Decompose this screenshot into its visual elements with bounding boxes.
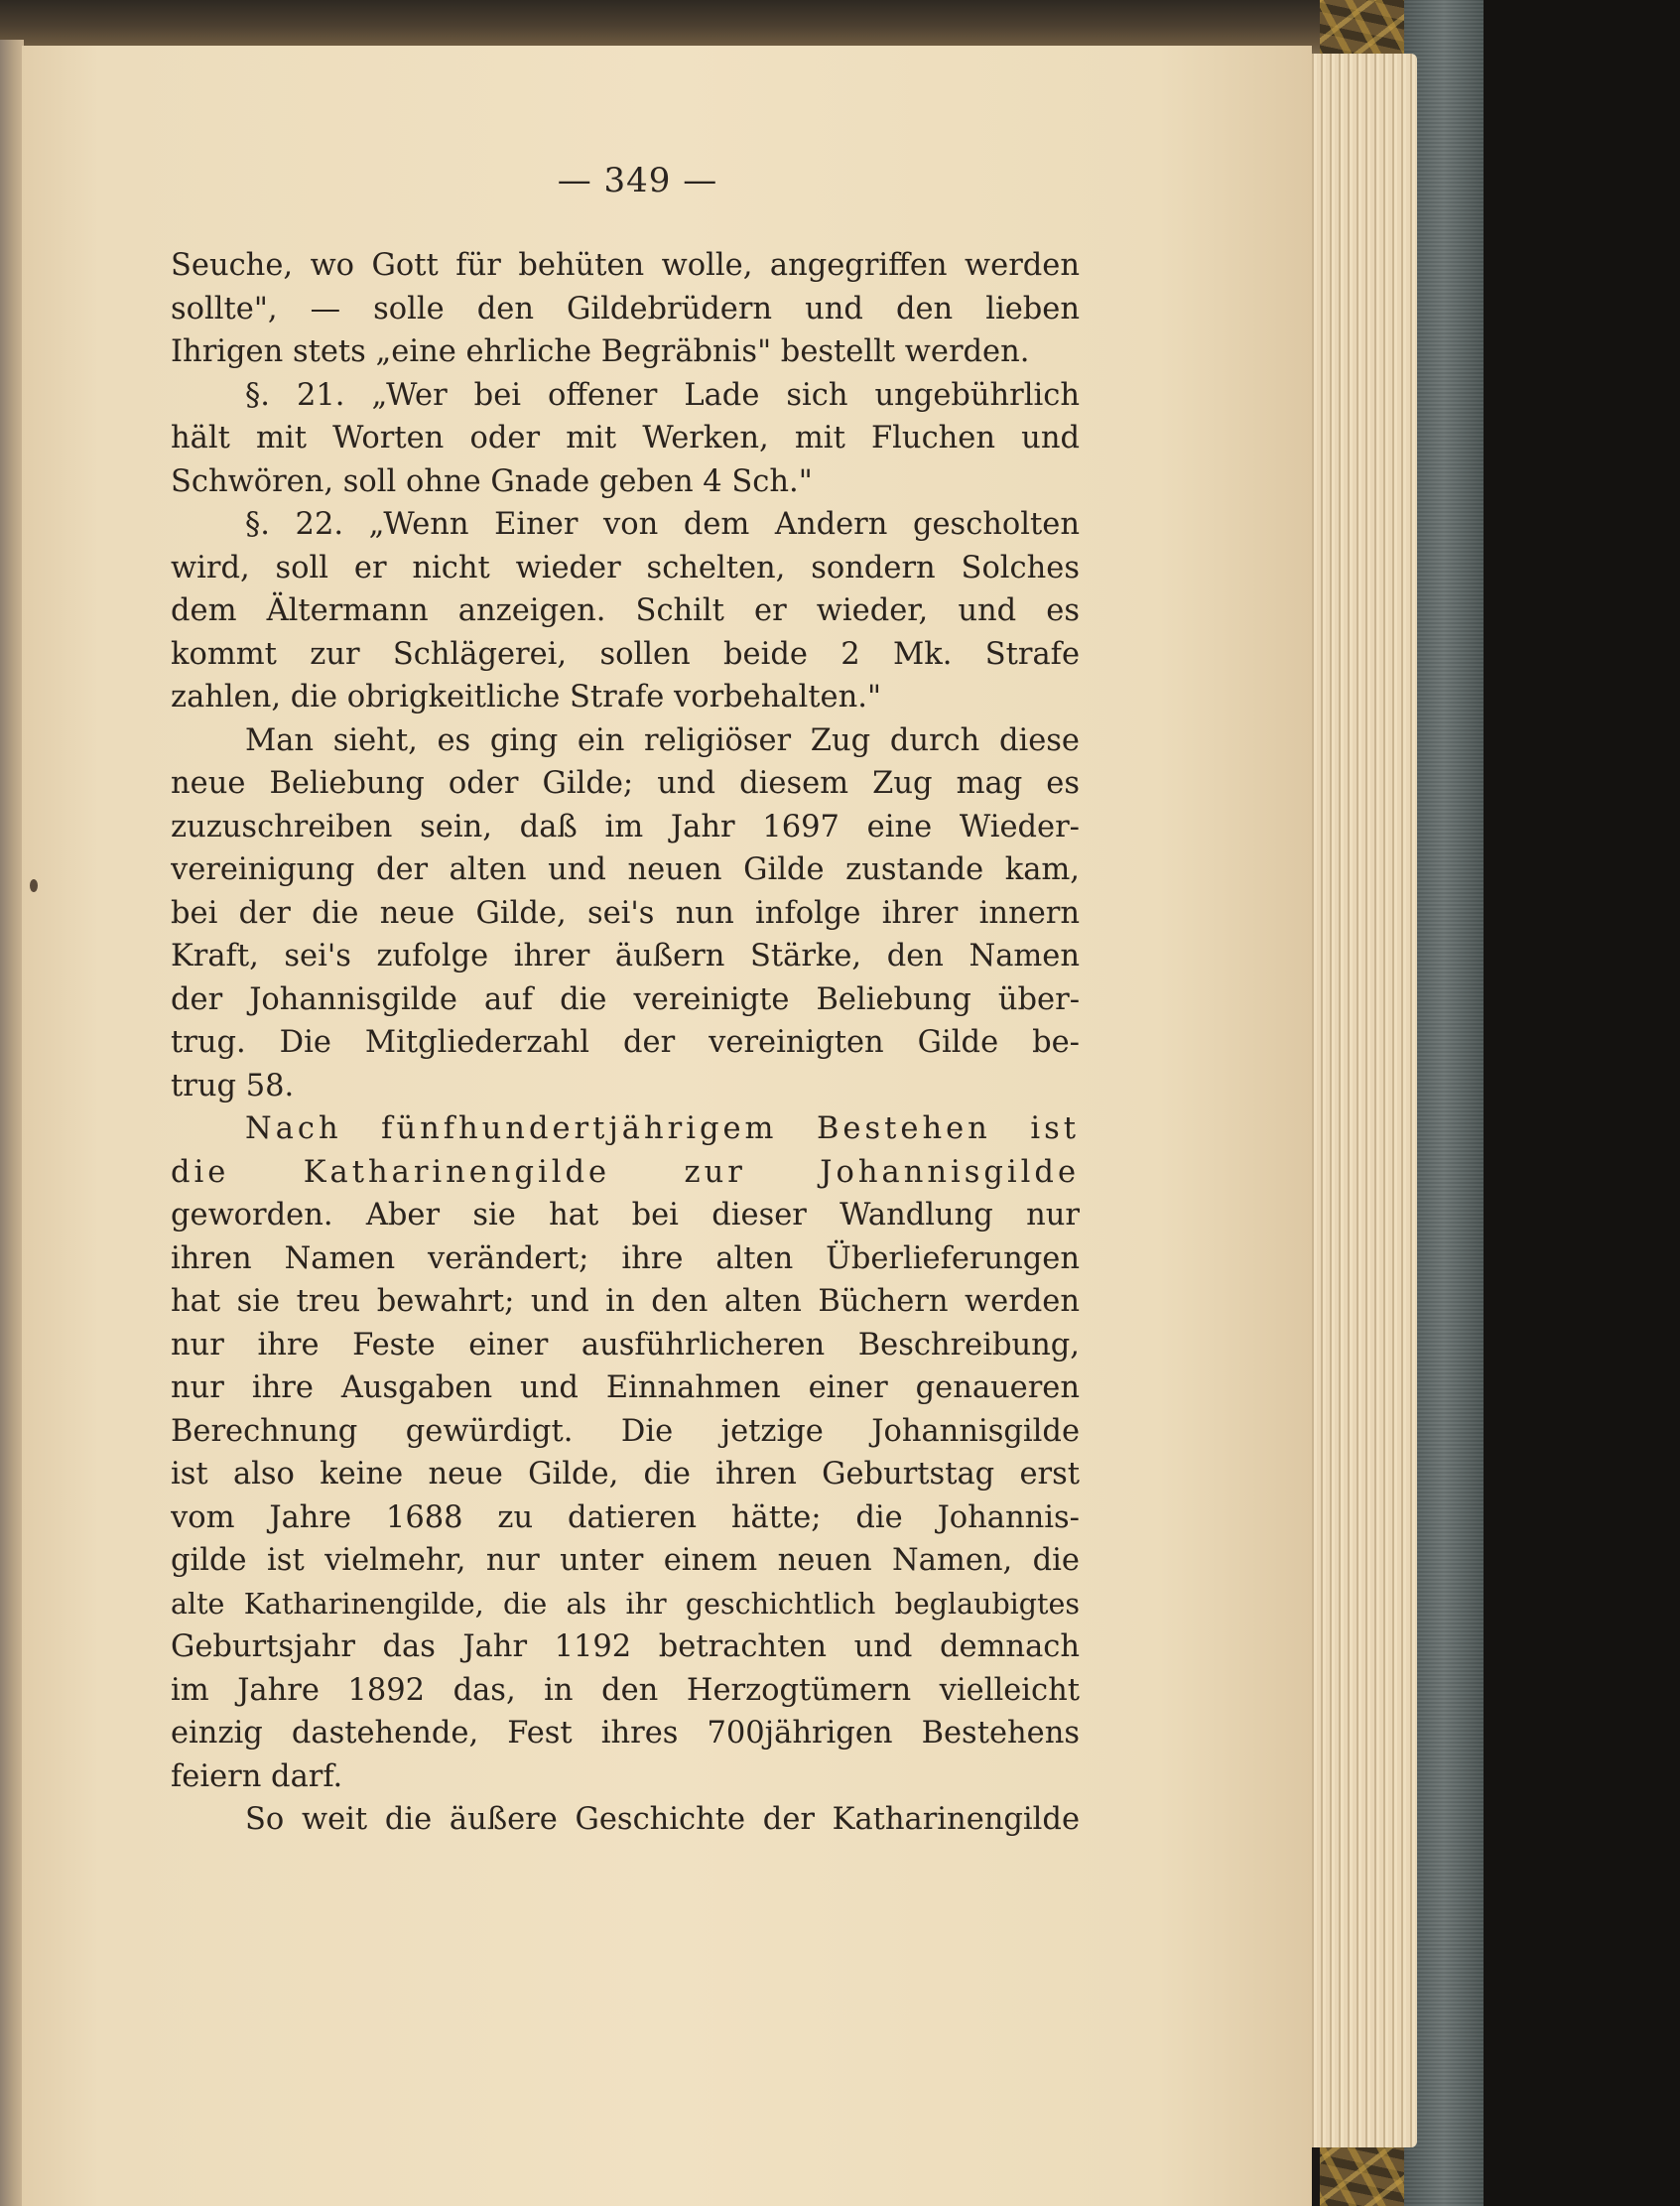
text-line: Man sieht, es ging ein religiöser Zug durch diese: [245, 722, 1080, 758]
text-line: Seuche, wo Gott für behüten wolle, angegriffen werden: [171, 248, 1080, 283]
text-line: neue Beliebung oder Gilde; und diesem Zug mag es: [171, 766, 1080, 801]
text-line: der Johannisgilde auf die vereinigte Beliebung über-: [171, 981, 1080, 1017]
text-line: gilde ist vielmehr, nur unter einem neuen Namen, die: [171, 1543, 1080, 1578]
text-line: Geburtsjahr das Jahr 1192 betrachten und demnach: [171, 1629, 1080, 1664]
text-line: kommt zur Schlägerei, sollen beide 2 Mk. Strafe: [171, 636, 1080, 672]
text-line: §. 22. „Wenn Einer von dem Andern gescholten: [245, 507, 1080, 542]
text-line: wird, soll er nicht wieder schelten, sondern Solches: [171, 550, 1080, 585]
text-line: nur ihre Ausgaben und Einnahmen einer genaueren: [171, 1370, 1080, 1405]
text-line: hält mit Worten oder mit Werken, mit Fluchen und: [171, 421, 1080, 455]
text-line: Berechnung gewürdigt. Die jetzige Johannisgilde: [171, 1413, 1080, 1449]
text-line: alte Katharinengilde, die als ihr geschichtlich beglaubigtes: [171, 1587, 1080, 1621]
text-line: bei der die neue Gilde, sei's nun infolge ihrer innern: [171, 895, 1080, 931]
text-line: §. 21. „Wer bei offener Lade sich ungebührlich: [245, 377, 1080, 413]
text-line: im Jahre 1892 das, in den Herzogtümern vielleicht: [171, 1672, 1080, 1708]
text-line: dem Ältermann anzeigen. Schilt er wieder, und es: [171, 593, 1080, 628]
text-line: geworden. Aber sie hat bei dieser Wandlung nur: [171, 1198, 1080, 1233]
text-line: einzig dastehende, Fest ihres 700jährigen Bestehens: [171, 1716, 1080, 1751]
text-line: vereinigung der alten und neuen Gilde zustande kam,: [171, 852, 1080, 887]
page-edges: [1308, 54, 1417, 2147]
body-text: [171, 244, 1080, 1842]
text-line: nur ihre Feste einer ausführlicheren Beschreibung,: [171, 1327, 1080, 1363]
text-line: vom Jahre 1688 zu datieren hätte; die Johannis-: [171, 1499, 1080, 1535]
text-line: Kraft, sei's zufolge ihrer äußern Stärke, den Namen: [171, 939, 1080, 973]
text-line: zuzuschreiben sein, daß im Jahr 1697 eine Wieder-: [171, 809, 1080, 844]
text-line: trug 58.: [171, 1068, 295, 1103]
page-number: — 349 —: [557, 161, 718, 200]
text-line: hat sie treu bewahrt; und in den alten Büchern werden: [171, 1284, 1080, 1319]
text-line: ist also keine neue Gilde, die ihren Geburtstag erst: [171, 1457, 1080, 1492]
ink-speck: [30, 879, 38, 892]
text-line: die Katharinengilde zur Johannisgilde: [171, 1154, 1080, 1190]
text-line: feiern darf.: [171, 1758, 343, 1794]
background: [1484, 0, 1680, 2206]
text-line: zahlen, die obrigkeitliche Strafe vorbehalten.": [171, 680, 881, 714]
text-line: sollte", — solle den Gildebrüdern und den lieben: [171, 291, 1080, 326]
facing-page-edge: [0, 40, 24, 2206]
text-line: Schwören, soll ohne Gnade geben 4 Sch.": [171, 463, 813, 499]
text-line: Ihrigen stets „eine ehrliche Begräbnis" bestellt werden.: [171, 334, 1030, 369]
text-line: trug. Die Mitgliederzahl der vereinigten Gilde be-: [171, 1025, 1080, 1060]
text-line: So weit die äußere Geschichte der Katharinengilde: [245, 1802, 1080, 1837]
text-line: ihren Namen verändert; ihre alten Überlieferungen: [171, 1240, 1080, 1276]
text-line: Nach fünfhundertjährigem Bestehen ist: [245, 1111, 1080, 1146]
